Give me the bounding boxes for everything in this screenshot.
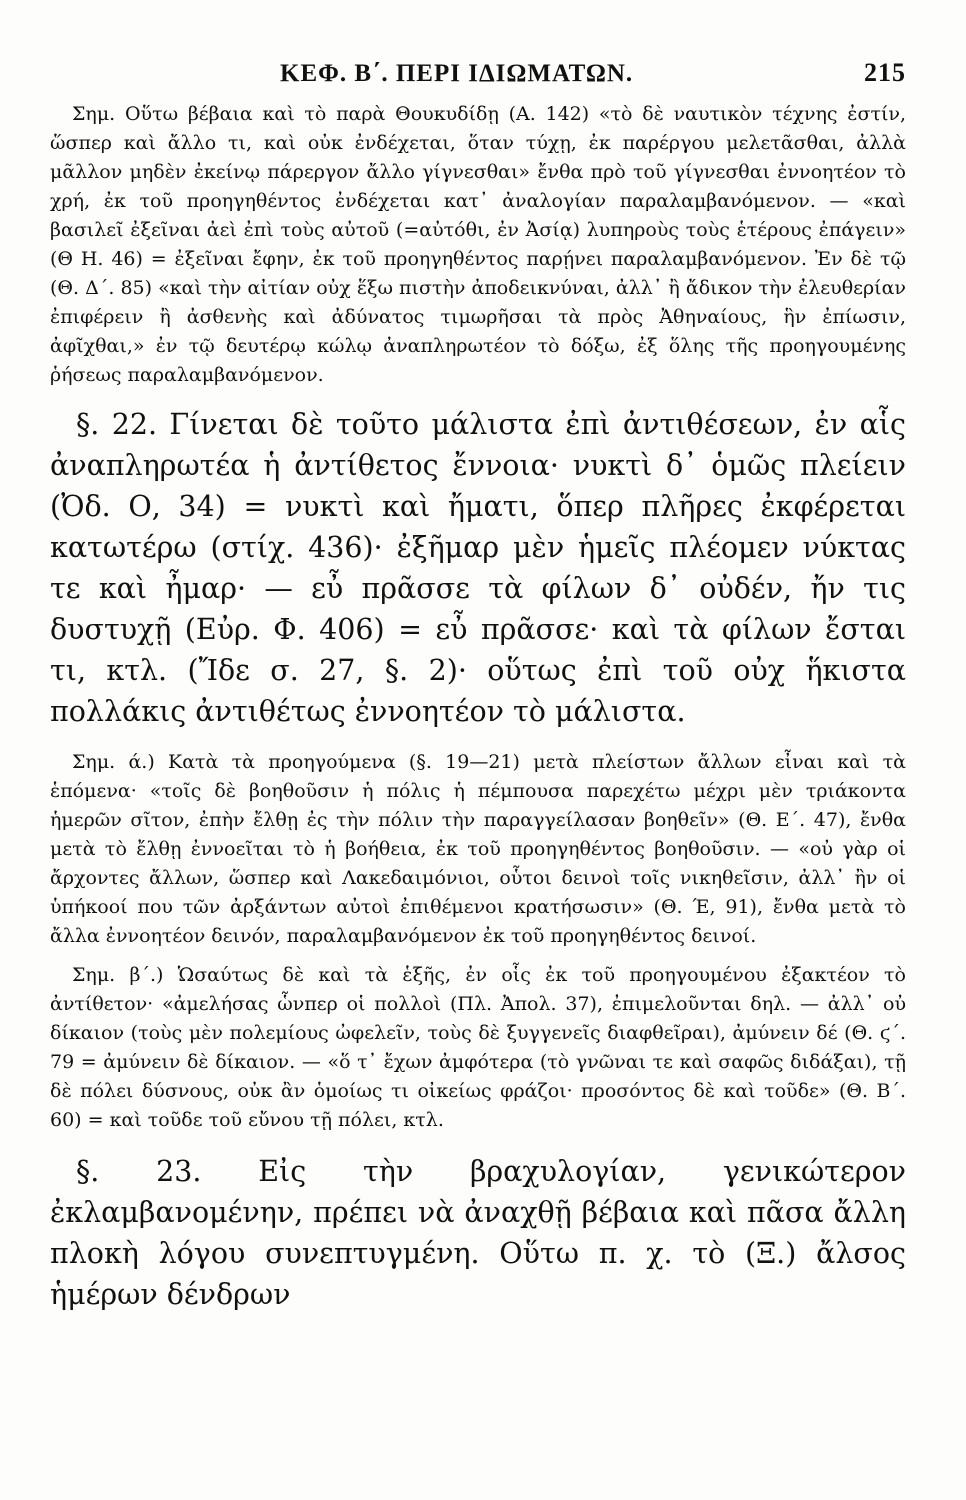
note-a-paragraph: Σημ. ά.) Κατὰ τὰ προηγούμενα (§. 19—21) μετὰ πλείστων ἄλλων εἶναι καὶ τὰ ἑπόμενα· «τοῖς δὲ βοηθοῦσιν ἡ πόλις ἡ πέμπουσα παρεχέτω μέχρι μὲν τριάκοντα ἡμερῶν σῖτον, ἐπὴν ἔλθῃ ἐς τὴν πόλιν τὴν παραγγείλασαν βοηθεῖν» (Θ. Ε΄. 47), ἔνθα μετὰ τὸ ἔλθῃ ἐννοεῖται τὸ ἡ βοήθεια, ἐκ τοῦ προηγηθέντος βοηθοῦσιν. — «οὐ γὰρ οἱ ἄρχοντες ἄλλων, ὥσπερ καὶ Λακεδαιμόνιοι, οὗτοι δεινοὶ τοῖς νικηθεῖσιν, ἀλλ᾽ ἢν οἱ ὑπήκοοί που τῶν ἀρξάντων αὐτοὶ ἐπιθέμενοι κρατήσωσιν» (Θ. Έ, 91), ἔνθα μετὰ τὸ ἄλλα ἐννοητέον δεινόν, παραλαμβανόμενον ἐκ τοῦ προηγηθέντος δεινοί.	[50, 751, 906, 947]
section-22-paragraph: §. 22. Γίνεται δὲ τοῦτο μάλιστα ἐπὶ ἀντιθέσεων, ἐν αἷς ἀναπληρωτέα ἡ ἀντίθετος ἔννοια· νυκτὶ δ᾽ ὁμῶς πλείειν (Ὀδ. Ο, 34) = νυκτὶ καὶ ἤματι, ὅπερ πλῆρες ἐκφέρεται κατωτέρω (στίχ. 436)· ἐξῆμαρ μὲν ἡμεῖς πλέομεν νύκτας τε καὶ ἦμαρ· — εὖ πρᾶσσε τὰ φίλων δ᾽ οὐδέν, ἤν τις δυστυχῇ (Εὐρ. Φ. 406) = εὖ πρᾶσσε· καὶ τὰ φίλων ἔσται τι, κτλ. (Ἴδε σ. 27, §. 2)· οὕτως ἐπὶ τοῦ οὐχ ἥκιστα πολλάκις ἀντιθέτως ἐννοητέον τὸ μάλιστα.	[50, 408, 906, 728]
running-header	[280, 58, 906, 100]
note-b-paragraph: Σημ. β΄.) Ὡσαύτως δὲ καὶ τὰ ἑξῆς, ἐν οἷς ἐκ τοῦ προηγουμένου ἐξακτέον τὸ ἀντίθετον· «ἀμελήσας ὧνπερ οἱ πολλοὶ (Πλ. Ἀπολ. 37), ἐπιμελοῦνται δηλ. — ἀλλ᾽ οὐ δίκαιον (τοὺς μὲν πολεμίους ὠφελεῖν, τοὺς δὲ ξυγγενεῖς διαφθεῖραι), ἀμύνειν δέ (Θ. ϛ΄. 79 = ἀμύνειν δὲ δίκαιον. — «ὅ τ᾽ ἔχων ἀμφότερα (τὸ γνῶναι τε καὶ σαφῶς διδάξαι), τῇ δὲ πόλει δύσνους, οὐκ ἂν ὁμοίως τι οἰκείως φράζοι· προσόντος δὲ καὶ τοῦδε» (Θ. Β΄. 60) = καὶ τοῦδε τοῦ εὔνου τῇ πόλει, κτλ.	[50, 964, 906, 1131]
page-number: 215	[864, 58, 906, 87]
chapter-title: ΚΕΦ. Β΄. ΠΕΡΙ ΙΔΙΩΜΑΤΩΝ.	[280, 60, 634, 87]
section-23-paragraph: §. 23. Εἰς τὴν βραχυλογίαν, γενικώτερον ἐκλαμβανομένην, πρέπει νὰ ἀναχθῇ βέβαια καὶ πᾶσα ἄλλη πλοκὴ λόγου συνεπτυγμένη. Οὕτω π. χ. τὸ (Ξ.) ἄλσος ἡμέρων δένδρων	[50, 1155, 906, 1311]
note-paragraph-top: Σημ. Οὕτω βέβαια καὶ τὸ παρὰ Θουκυδίδῃ (Α. 142) «τὸ δὲ ναυτικὸν τέχνης ἐστίν, ὥσπερ καὶ ἄλλο τι, καὶ οὐκ ἐνδέχεται, ὅταν τύχῃ, ἐκ παρέργου μελετᾶσθαι, ἀλλὰ μᾶλλον μηδὲν ἐκείνῳ πάρεργον ἄλλο γίγνεσθαι» ἔνθα πρὸ τοῦ γίγνεσθαι ἐννοητέον τὸ χρή, ἐκ τοῦ προηγηθέντος ἐνδέχεται κατ᾽ ἀναλογίαν παραλαμβανόμενον. — «καὶ βασιλεῖ ἐξεῖναι ἀεὶ ἐπὶ τοὺς αὐτοῦ (=αὐτόθι, ἐν Ἀσίᾳ) λυπηροὺς τοὺς ἑτέρους ἐπάγειν» (Θ Η. 46) = ἐξεῖναι ἔφην, ἐκ τοῦ προηγηθέντος παρῄνει παραλαμβανόμενον. Ἐν δὲ τῷ (Θ. Δ΄. 85) «καὶ τὴν αἰτίαν οὐχ ἕξω πιστὴν ἀποδεικνύναι, ἀλλ᾽ ἢ ἄδικον τὴν ἐλευθερίαν ἐπιφέρειν ἢ ἀσθενὴς καὶ ἀδύνατος τιμωρῆσαι τὰ πρὸς Ἀθηναίους, ἣν ἐπίωσιν, ἀφῖχθαι,» ἐν τῷ δευτέρῳ κώλῳ ἀναπληρωτέον τὸ δόξω, ἐξ ὅλης τῆς προηγουμένης ῥήσεως παραλαμβανόμενον.	[50, 103, 906, 386]
